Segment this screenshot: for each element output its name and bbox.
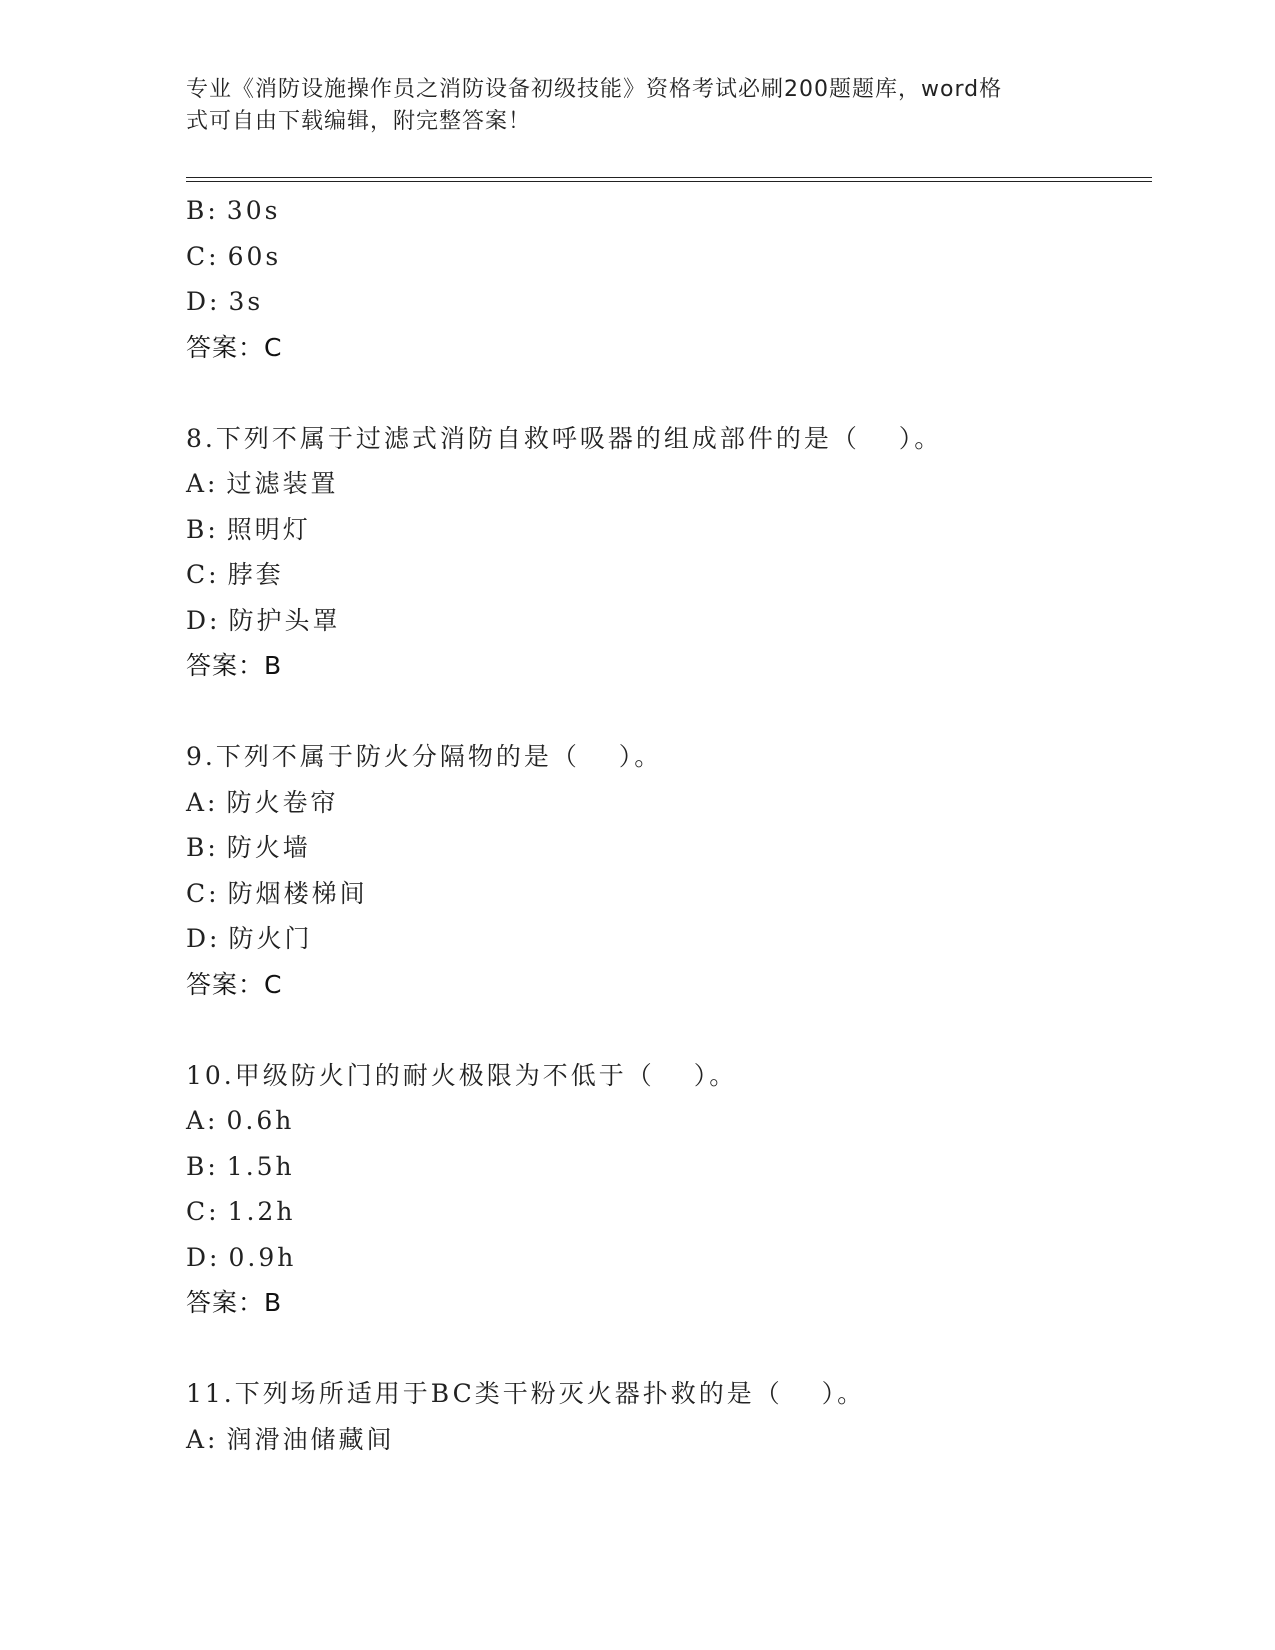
option-line: C: 1.2h (186, 1197, 296, 1226)
question-block-8 (186, 416, 1152, 689)
question-list (186, 188, 1152, 1462)
document-header (186, 74, 1066, 138)
option-line: D: 3s (186, 287, 264, 316)
option-line: D: 防护头罩 (186, 605, 341, 635)
answer-line: 答案：B (186, 651, 283, 680)
option-line: A: 0.6h (186, 1106, 295, 1135)
option-line: B: 防火墙 (186, 833, 311, 862)
question-stem: 10.甲级防火门的耐火极限为不低于（ ）。 (186, 1060, 738, 1090)
option-line: A: 过滤装置 (186, 469, 339, 498)
question-stem: 9.下列不属于防火分隔物的是（ ）。 (186, 742, 663, 771)
question-block-9 (186, 734, 1152, 1007)
question-stem: 8.下列不属于过滤式消防自救呼吸器的组成部件的是（ ）。 (186, 423, 943, 453)
answer-line: 答案：C (186, 969, 283, 999)
option-line: D: 防火门 (186, 924, 313, 953)
option-line: B: 照明灯 (186, 514, 311, 544)
question-block-11 (186, 1371, 1152, 1462)
question-block-10 (186, 1053, 1152, 1326)
option-line: B: 1.5h (186, 1151, 295, 1181)
question-stem: 11.下列场所适用于BC类干粉灭火器扑救的是（ ）。 (186, 1379, 866, 1408)
answer-line: 答案：C (186, 332, 283, 362)
option-line: C: 防烟楼梯间 (186, 878, 368, 908)
option-line: B: 30s (186, 196, 281, 225)
option-line: D: 0.9h (186, 1242, 297, 1272)
header-title-line-1: 专业《消防设施操作员之消防设备初级技能》资格考试必刷200题题库，word格 (186, 77, 1003, 102)
prev-question-block (186, 188, 1152, 370)
option-line: C: 60s (186, 241, 282, 271)
option-line: A: 防火卷帘 (186, 787, 339, 817)
header-title-line-2: 式可自由下载编辑，附完整答案！ (186, 109, 532, 134)
option-line: C: 脖套 (186, 560, 284, 589)
option-line: A: 润滑油储藏间 (186, 1424, 395, 1454)
answer-line: 答案：B (186, 1288, 283, 1317)
header-double-rule (186, 177, 1152, 182)
